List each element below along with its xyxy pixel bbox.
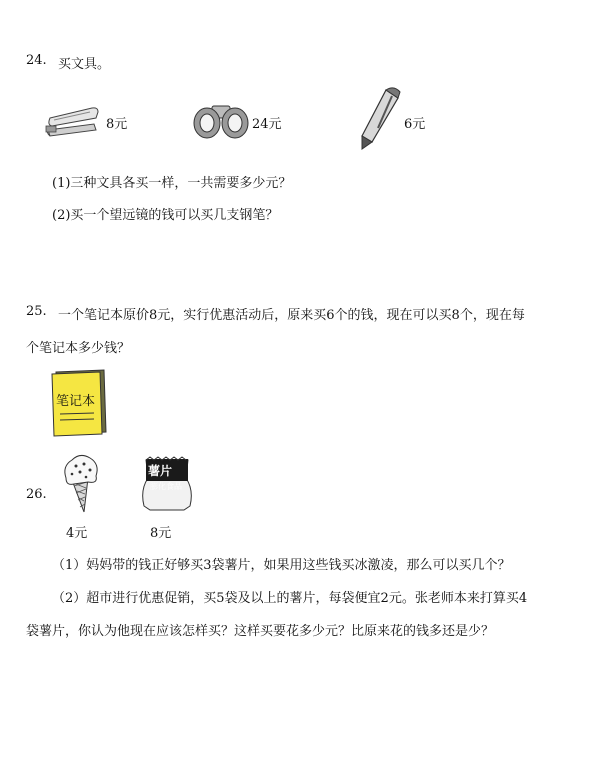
notebook-label: 笔记本 [56,394,96,409]
q26-sub1: （1）妈妈带的钱正好够买3袋薯片，如果用这些钱买冰激凌，那么可以买几个？ [52,558,511,573]
pen-icon [352,86,404,152]
q25-line2: 个笔记本多少钱？ [26,341,131,356]
q26-sub2-line2: 袋薯片，你认为他现在应该怎样买？这样买要花多少元？比原来花的钱多还是少？ [26,624,495,639]
q24-sub2: (2)买一个望远镜的钱可以买几支钢笔？ [52,208,279,223]
q26-number: 26. [26,487,47,502]
stapler-price: 8元 [106,117,128,132]
q24-title: 买文具。 [58,57,111,72]
q26-sub2-line1: （2）超市进行优惠促销，买5袋及以上的薯片，每袋便宜2元。张老师本来打算买4 [52,591,528,606]
chips-bag-title: 薯片 [148,464,173,478]
ice-cream-icon [58,452,102,514]
q25-number: 25. [26,304,47,319]
binoculars-price: 24元 [252,117,282,132]
q24-number: 24. [26,53,47,68]
ice-cream-price: 4元 [66,526,88,541]
q25-line1: 一个笔记本原价8元，实行优惠活动后，原来买6个的钱，现在可以买8个，现在每 [58,308,525,323]
chips-price: 8元 [150,526,172,541]
q24-sub1: (1)三种文具各买一样，一共需要多少元？ [52,176,292,191]
stapler-icon [44,100,100,140]
binoculars-icon [192,98,250,142]
pen-price: 6元 [404,117,426,132]
chips-bag-subtitle: 膨化食品 [150,482,182,491]
